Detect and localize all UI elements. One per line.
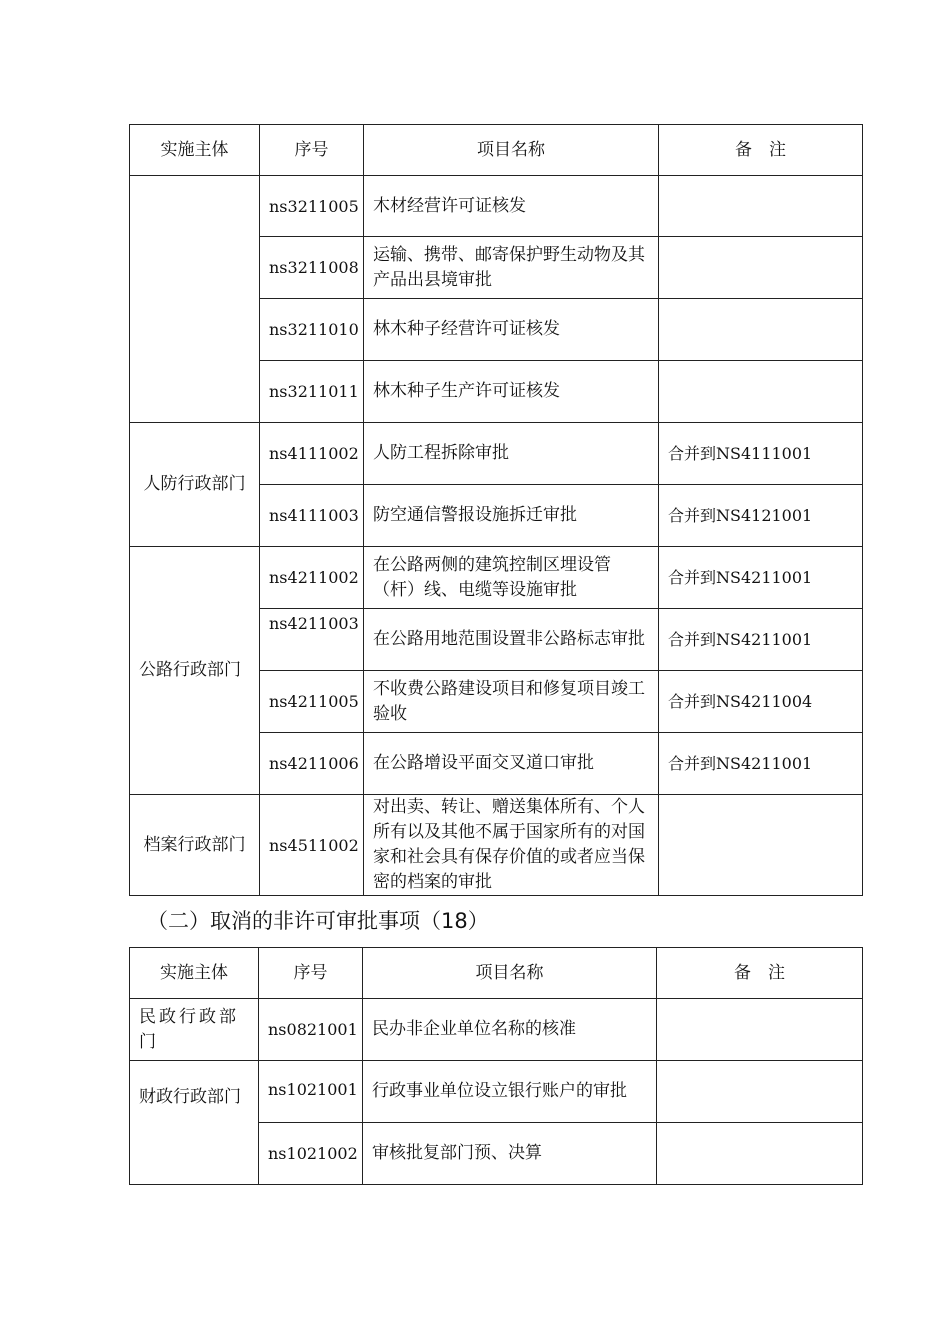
name-cell: 审核批复部门预、决算 — [363, 1123, 657, 1185]
note-cell — [659, 176, 863, 237]
seq-cell: ns4211003 — [260, 609, 364, 671]
name-cell: 在公路两侧的建筑控制区埋设管（杆）线、电缆等设施审批 — [364, 547, 659, 609]
name-cell: 运输、携带、邮寄保护野生动物及其产品出县境审批 — [364, 237, 659, 299]
subject-cell: 财政行政部门 — [130, 1061, 259, 1185]
name-cell: 对出卖、转让、赠送集体所有、个人所有以及其他不属于国家所有的对国家和社会具有保存价值的或者应当保密的档案的审批 — [364, 795, 659, 896]
seq-cell: ns3211008 — [260, 237, 364, 299]
note-cell — [659, 361, 863, 423]
seq-cell: ns4211005 — [260, 671, 364, 733]
header-name: 项目名称 — [363, 948, 657, 999]
note-cell: 合并到NS4211001 — [659, 547, 863, 609]
note-cell: 合并到NS4111001 — [659, 423, 863, 485]
header-note: 备 注 — [657, 948, 863, 999]
seq-cell: ns4111002 — [260, 423, 364, 485]
table-header-row — [130, 125, 863, 176]
subject-cell: 民政行政部门 — [130, 999, 259, 1061]
seq-cell: ns1021001 — [259, 1061, 363, 1123]
subject-cell: 人防行政部门 — [130, 423, 260, 547]
header-name: 项目名称 — [364, 125, 659, 176]
name-cell: 行政事业单位设立银行账户的审批 — [363, 1061, 657, 1123]
note-cell: 合并到NS4211001 — [659, 609, 863, 671]
table-row — [130, 176, 863, 237]
name-cell: 林木种子生产许可证核发 — [364, 361, 659, 423]
header-note: 备 注 — [659, 125, 863, 176]
note-cell — [657, 1061, 863, 1123]
seq-cell: ns3211010 — [260, 299, 364, 361]
table-row — [130, 999, 863, 1061]
approval-table-2 — [129, 947, 863, 1185]
name-cell: 人防工程拆除审批 — [364, 423, 659, 485]
name-cell: 在公路用地范围设置非公路标志审批 — [364, 609, 659, 671]
section-title: （二）取消的非许可审批事项（18） — [147, 909, 489, 933]
table-row — [130, 1061, 863, 1123]
note-cell: 合并到NS4211004 — [659, 671, 863, 733]
name-cell: 木材经营许可证核发 — [364, 176, 659, 237]
seq-cell: ns4111003 — [260, 485, 364, 547]
seq-cell: ns3211011 — [260, 361, 364, 423]
header-subject: 实施主体 — [130, 125, 260, 176]
table-row — [130, 795, 863, 896]
name-cell: 不收费公路建设项目和修复项目竣工验收 — [364, 671, 659, 733]
note-cell: 合并到NS4211001 — [659, 733, 863, 795]
name-cell: 防空通信警报设施拆迁审批 — [364, 485, 659, 547]
subject-cell: 档案行政部门 — [130, 795, 260, 896]
note-cell — [657, 1123, 863, 1185]
note-cell — [657, 999, 863, 1061]
seq-cell: ns4511002 — [260, 795, 364, 896]
approval-table-1 — [129, 124, 863, 896]
header-seq: 序号 — [260, 125, 364, 176]
seq-cell: ns3211005 — [260, 176, 364, 237]
seq-cell: ns1021002 — [259, 1123, 363, 1185]
header-subject: 实施主体 — [130, 948, 259, 999]
subject-cell: 公路行政部门 — [130, 547, 260, 795]
table-row — [130, 547, 863, 609]
seq-cell: ns0821001 — [259, 999, 363, 1061]
seq-cell: ns4211002 — [260, 547, 364, 609]
name-cell: 民办非企业单位名称的核准 — [363, 999, 657, 1061]
header-seq: 序号 — [259, 948, 363, 999]
note-cell — [659, 795, 863, 896]
name-cell: 林木种子经营许可证核发 — [364, 299, 659, 361]
note-cell — [659, 299, 863, 361]
subject-cell-empty — [130, 176, 260, 423]
table-header-row — [130, 948, 863, 999]
note-cell: 合并到NS4121001 — [659, 485, 863, 547]
seq-cell: ns4211006 — [260, 733, 364, 795]
note-cell — [659, 237, 863, 299]
table-row — [130, 423, 863, 485]
name-cell: 在公路增设平面交叉道口审批 — [364, 733, 659, 795]
